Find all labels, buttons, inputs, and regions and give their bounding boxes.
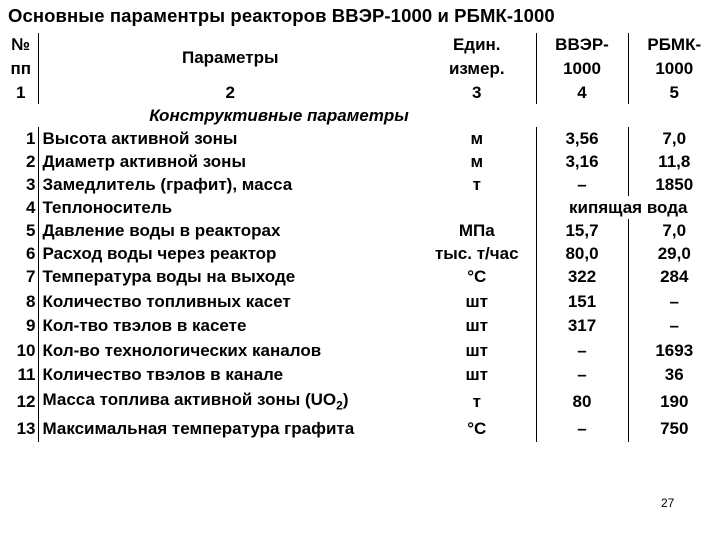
row-unit: °С xyxy=(467,267,487,286)
row-vver-value: – xyxy=(536,339,628,364)
row-number: 12 xyxy=(16,392,36,412)
row-number: 10 xyxy=(16,340,36,360)
row-unit: МПа xyxy=(458,221,495,240)
header-number: № пп xyxy=(10,35,32,78)
page-number: 27 xyxy=(661,496,675,510)
table-row xyxy=(6,388,720,418)
table-row xyxy=(6,196,720,219)
row-unit: м xyxy=(470,152,484,171)
header-rbmk: РБМК- 1000 xyxy=(628,33,720,81)
row-vver-value: 15,7 xyxy=(536,219,628,242)
row-unit: шт xyxy=(465,316,488,335)
row-parameter: Максимальная температура графита xyxy=(38,417,418,442)
row-parameter: Кол-во технологических каналов xyxy=(38,339,418,364)
index-cell: 1 xyxy=(16,83,26,102)
header-parameters: Параметры xyxy=(38,33,418,81)
row-rbmk-value: 284 xyxy=(628,265,720,290)
table-row xyxy=(6,314,720,339)
row-rbmk-value: 7,0 xyxy=(628,127,720,150)
row-number: 11 xyxy=(17,365,36,384)
row-parameter: Высота активной зоны xyxy=(38,127,418,150)
row-parameter: Масса топлива активной зоны $(UO_2)$ xyxy=(38,388,418,418)
table-row xyxy=(6,150,720,173)
table-row xyxy=(6,265,720,290)
row-rbmk-value: 11,8 xyxy=(628,150,720,173)
row-rbmk-value: – xyxy=(628,290,720,315)
row-unit: шт xyxy=(465,365,488,384)
table-row xyxy=(6,339,720,364)
row-rbmk-value: – xyxy=(628,314,720,339)
table-row xyxy=(6,242,720,265)
row-vver-value: 3,56 xyxy=(536,127,628,150)
index-cell: 2 xyxy=(38,81,418,104)
row-rbmk-value: 1850 xyxy=(628,173,720,196)
row-unit: шт xyxy=(465,340,488,360)
header-row xyxy=(6,33,720,81)
row-parameter: Температура воды на выходе xyxy=(38,265,418,290)
row-vver-value: 317 xyxy=(536,314,628,339)
index-cell: 4 xyxy=(536,81,628,104)
row-number: 5 xyxy=(26,221,36,240)
row-rbmk-value: 36 xyxy=(628,363,720,388)
slide-title: Основные параментры реакторов ВВЭР-1000 и РБМК-1000 xyxy=(8,5,555,26)
row-parameter: Кол-тво твэлов в касете xyxy=(38,314,418,339)
row-vver-value: 80,0 xyxy=(536,242,628,265)
row-rbmk-value: 1693 xyxy=(628,339,720,364)
section-row xyxy=(6,104,720,127)
row-parameter: Количество твэлов в канале xyxy=(38,363,418,388)
row-rbmk-value: 7,0 xyxy=(628,219,720,242)
row-parameter: Диаметр активной зоны xyxy=(38,150,418,173)
row-number: 1 xyxy=(26,129,36,148)
table-row xyxy=(6,290,720,315)
row-vver-value: – xyxy=(536,173,628,196)
row-number: 6 xyxy=(26,244,36,263)
table-row xyxy=(6,173,720,196)
table-row xyxy=(6,127,720,150)
row-unit xyxy=(418,196,536,219)
row-parameter: Количество топливных касет xyxy=(38,290,418,315)
header-vver: ВВЭР- 1000 xyxy=(536,33,628,81)
index-cell: 5 xyxy=(628,81,720,104)
row-number: 4 xyxy=(26,198,36,217)
section-title: Конструктивные параметры xyxy=(149,106,409,125)
row-unit: тыс. т/час xyxy=(434,244,519,263)
row-vver-value: – xyxy=(536,417,628,442)
row-unit: т xyxy=(472,175,481,194)
row-rbmk-value: 190 xyxy=(628,388,720,418)
column-index-row xyxy=(6,81,720,104)
table-row xyxy=(6,417,720,442)
table-row xyxy=(6,219,720,242)
row-unit: шт xyxy=(465,291,488,311)
row-number: 2 xyxy=(26,152,36,171)
row-rbmk-value: 750 xyxy=(628,417,720,442)
row-rbmk-value: 29,0 xyxy=(628,242,720,265)
row-unit: °С xyxy=(467,419,487,439)
row-vver-value: 3,16 xyxy=(536,150,628,173)
row-parameter: Давление воды в реакторах xyxy=(38,219,418,242)
row-number: 7 xyxy=(26,267,36,286)
row-number: 3 xyxy=(26,175,36,194)
row-parameter: Расход воды через реактор xyxy=(38,242,418,265)
row-unit: м xyxy=(470,129,484,148)
row-vver-value: 322 xyxy=(536,265,628,290)
row-vver-value: 80 xyxy=(536,388,628,418)
row-number: 8 xyxy=(26,291,36,311)
row-parameter: Теплоноситель xyxy=(38,196,418,219)
parameters-table xyxy=(6,33,720,442)
row-unit: т xyxy=(472,392,481,412)
row-vver-value: – xyxy=(536,363,628,388)
row-merged-value: кипящая вода xyxy=(536,196,720,219)
row-parameter: Замедлитель (графит), масса xyxy=(38,173,418,196)
header-unit: Един. измер. xyxy=(448,35,505,78)
row-number: 9 xyxy=(26,316,36,335)
table-row xyxy=(6,363,720,388)
row-number: 13 xyxy=(16,419,36,439)
row-vver-value: 151 xyxy=(536,290,628,315)
index-cell: 3 xyxy=(472,83,482,102)
